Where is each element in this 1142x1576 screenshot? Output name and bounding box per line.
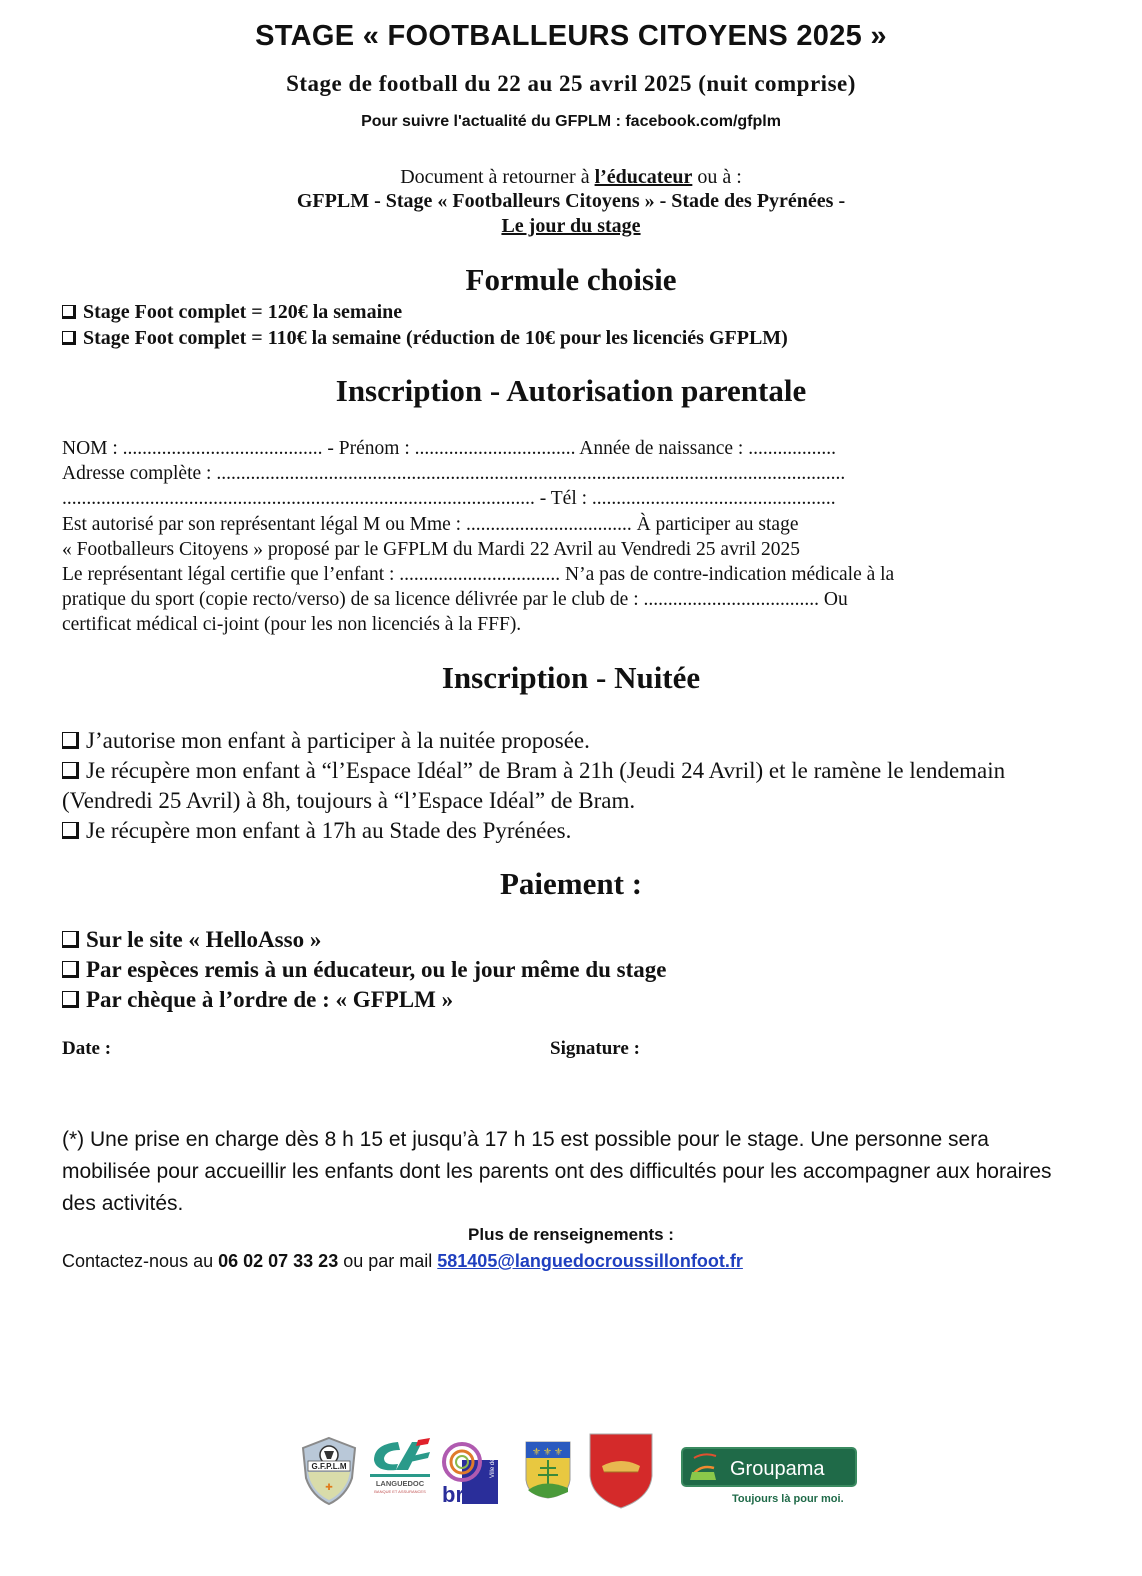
form-line-name[interactable]: NOM : ......................................... - Prénom : ................................. Année de naissance : .................. xyxy=(62,438,836,459)
svg-text:✚: ✚ xyxy=(325,1482,333,1492)
form-line-stage: « Footballeurs Citoyens » proposé par le GFPLM du Mardi 22 Avril au Vendredi 25 avril 2025 xyxy=(62,538,801,560)
payment-option-helloasso[interactable]: Sur le site « HelloAsso » xyxy=(62,927,321,953)
nuitee-option-bram[interactable]: Je récupère mon enfant à “l’Espace Idéal” de Bram à 21h (Jeudi 24 Avril) et le ramène le lendemain (Vendredi 25 Avril) à 8h, toujours à “l’Espace Idéal” de Bram. xyxy=(62,758,1006,813)
groupama-logo xyxy=(680,1446,860,1508)
bram-logo xyxy=(438,1438,500,1506)
checkbox-icon[interactable] xyxy=(62,931,79,948)
svg-text:⚜: ⚜ xyxy=(543,1447,552,1458)
checkbox-icon[interactable] xyxy=(62,822,79,839)
payment-option-cheque[interactable]: Par chèque à l’ordre de : « GFPLM » xyxy=(62,987,453,1013)
coat-of-arms-red-logo xyxy=(586,1432,656,1510)
bram-text: bram xyxy=(442,1482,496,1506)
document-subtitle: Stage de football du 22 au 25 avril 2025 (nuit comprise) xyxy=(286,71,856,96)
groupama-tagline: Toujours là pour moi. xyxy=(732,1493,844,1505)
sponsor-logos xyxy=(300,1432,860,1512)
return-day: Le jour du stage xyxy=(501,215,641,237)
more-info-heading: Plus de renseignements : xyxy=(468,1225,674,1244)
nuitee-option-authorize[interactable]: J’autorise mon enfant à participer à la nuitée proposée. xyxy=(62,726,1072,756)
form-line-guardian[interactable]: Est autorisé par son représentant légal M ou Mme : .................................. À participer au stage xyxy=(62,513,799,535)
checkbox-icon[interactable] xyxy=(62,991,79,1008)
contact-line: Contactez-nous au 06 02 07 33 23 ou par mail 581405@languedocroussillonfoot.fr xyxy=(62,1251,743,1271)
credit-agricole-logo xyxy=(368,1436,434,1502)
formule-option-120[interactable]: Stage Foot complet = 120€ la semaine xyxy=(62,301,402,324)
return-address: GFPLM - Stage « Footballeurs Citoyens » - Stade des Pyrénées - xyxy=(296,190,846,212)
footnote: (*) Une prise en charge dès 8 h 15 et jusqu’à 17 h 15 est possible pour le stage. Une personne sera mobilisée pour accueillir les enfants dont les parents ont des difficultés pour les accompagner aux horaires des activités. xyxy=(62,1128,1052,1215)
form-line-license[interactable]: pratique du sport (copie recto/verso) de sa licence délivrée par le club de : .................................... Ou xyxy=(62,589,848,611)
inscription-heading: Inscription - Autorisation parentale xyxy=(335,373,807,408)
checkbox-icon[interactable] xyxy=(62,961,79,978)
nuitee-option-17h[interactable]: Je récupère mon enfant à 17h au Stade des Pyrénées. xyxy=(62,816,1072,846)
form-line-certificate: certificat médical ci-joint (pour les non licenciés à la FFF). xyxy=(62,614,522,636)
formule-heading: Formule choisie xyxy=(465,262,677,297)
checkbox-icon[interactable] xyxy=(62,331,76,345)
form-line-certify[interactable]: Le représentant légal certifie que l’enfant : ................................. N’a pas de contre-indication médicale à la xyxy=(62,564,895,586)
ca-sub-text: BANQUE ET ASSURANCES xyxy=(374,1489,426,1494)
svg-text:⚜: ⚜ xyxy=(532,1447,541,1458)
nuitee-options xyxy=(62,726,1072,846)
payment-option-cash[interactable]: Par espèces remis à un éducateur, ou le jour même du stage xyxy=(62,957,666,983)
signature-label: Signature : xyxy=(550,1038,640,1059)
educator-label: l’éducateur xyxy=(594,166,693,188)
checkbox-icon[interactable] xyxy=(62,305,76,319)
coat-of-arms-yellow-logo xyxy=(524,1440,572,1500)
document-title: STAGE « FOOTBALLEURS CITOYENS 2025 » xyxy=(255,20,887,52)
email-link[interactable]: 581405@languedocroussillonfoot.fr xyxy=(437,1251,743,1271)
checkbox-icon[interactable] xyxy=(62,732,79,749)
nuitee-heading: Inscription - Nuitée xyxy=(441,660,701,695)
checkbox-icon[interactable] xyxy=(62,762,79,779)
gfplm-logo xyxy=(300,1436,358,1506)
bram-ville-text: Ville de xyxy=(490,1458,496,1478)
phone-number: 06 02 07 33 23 xyxy=(218,1251,339,1271)
formule-option-110[interactable]: Stage Foot complet = 110€ la semaine (réduction de 10€ pour les licenciés GFPLM) xyxy=(62,327,788,350)
groupama-text: Groupama xyxy=(730,1458,825,1480)
registration-form xyxy=(62,436,1072,638)
date-label: Date : xyxy=(62,1038,112,1059)
svg-text:⚜: ⚜ xyxy=(554,1447,563,1458)
form-line-address[interactable]: Adresse complète : ................................................................................................................................. xyxy=(62,463,846,485)
paiement-heading: Paiement : xyxy=(499,866,643,901)
gfplm-logo-text: G.F.P.L.M xyxy=(311,1462,347,1471)
facebook-follow-text: Pour suivre l'actualité du GFPLM : facebook.com/gfplm xyxy=(361,113,781,130)
return-instructions: Document à retourner à l’éducateur ou à : xyxy=(400,166,742,188)
ca-region-text: LANGUEDOC xyxy=(375,1479,425,1488)
form-line-phone[interactable]: ................................................................................................. - Tél : .................................................. xyxy=(62,488,836,510)
